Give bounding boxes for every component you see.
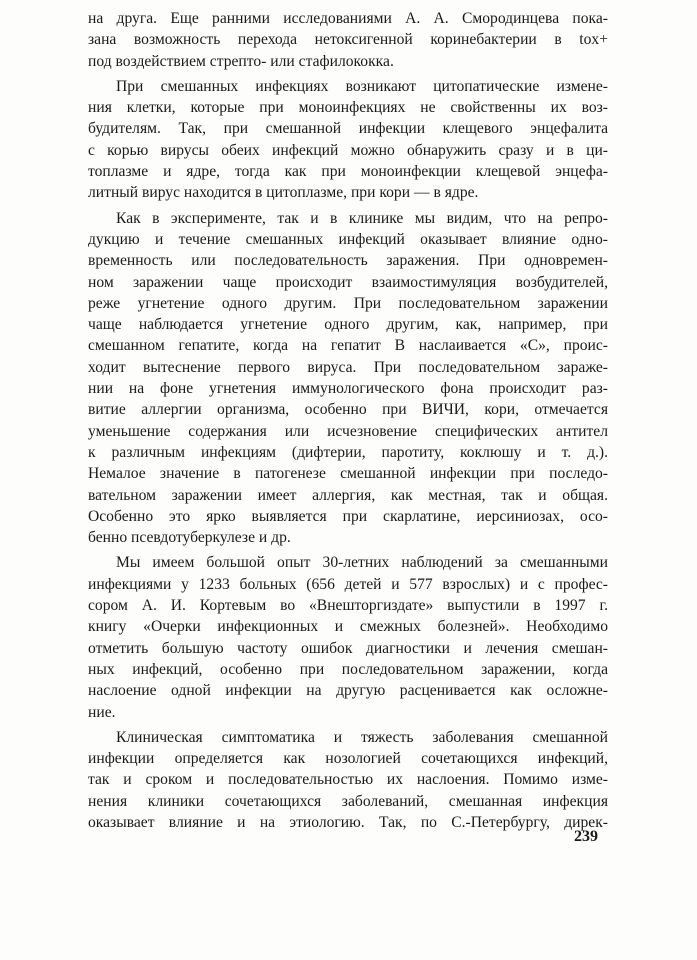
- text-line: Особенно это ярко выявляется при скарлатине, иерсиниозах, осо-: [88, 507, 608, 525]
- text-line: на друга. Еще ранними исследованиями А. А. Смородинцева пока-: [88, 10, 608, 27]
- text-line: чаще наблюдается угнетение одного другим, как, например, при: [88, 316, 608, 334]
- text-line: ходит вытеснение первого вируса. При последовательном зараже-: [88, 358, 608, 376]
- text-line: Мы имеем большой опыт 30-летних наблюдений за смешанными: [116, 554, 608, 572]
- text-line: витие аллергии организма, особенно при ВИЧИ, кори, отмечается: [88, 401, 608, 419]
- text-line: временность или последовательность заражения. При одновремен-: [88, 252, 608, 270]
- text-line: наслоение одной инфекции на другую расценивается как осложне-: [88, 682, 608, 700]
- text-line: уменьшение содержания или исчезновение специфических антител: [88, 422, 608, 440]
- text-line: Немалое значение в патогенезе смешанной инфекции при последо-: [88, 465, 608, 483]
- text-line: ния клетки, которые при моноинфекциях не свойственны их воз-: [88, 99, 608, 117]
- text-line: нения клиники сочетающихся заболеваний, смешанная инфекция: [88, 792, 608, 810]
- text-line: зана возможность перехода нетоксигенной коринебактерии в tox+: [88, 31, 608, 49]
- paragraph: [88, 76, 608, 204]
- text-line: инфекциями у 1233 больных (656 детей и 577 взрослых) и с профес-: [88, 575, 608, 593]
- text-line: литный вирус находится в цитоплазме, при кори — в ядре.: [88, 184, 479, 202]
- text-line: При смешанных инфекциях возникают цитопатические измене-: [116, 77, 608, 95]
- text-line: нии на фоне угнетения иммунологического фона происходит раз-: [88, 380, 608, 398]
- paragraph: [88, 552, 608, 722]
- page-text: [88, 8, 608, 837]
- text-line: реже угнетение одного другим. При последовательном заражении: [88, 294, 608, 312]
- text-line: бенно псевдотуберкулезе и др.: [88, 529, 291, 547]
- text-line: дукцию и течение смешанных инфекций оказывает влияние одно-: [88, 230, 608, 248]
- text-line: смешанном гепатите, когда на гепатит В наслаивается «С», проис-: [88, 337, 608, 355]
- text-line: ном заражении чаще происходит взаимостимуляция возбудителей,: [88, 273, 608, 291]
- text-line: оказывает влияние и на этиологию. Так, по С.-Петербургу, дирек-: [88, 813, 608, 831]
- text-line: вательном заражении имеет аллергия, как местная, так и общая.: [88, 486, 608, 504]
- text-line: книгу «Очерки инфекционных и смежных болезней». Необходимо: [88, 618, 608, 636]
- text-line: ных инфекций, особенно при последовательном заражении, когда: [88, 660, 608, 678]
- page-number: 239: [574, 828, 598, 845]
- text-line: к различным инфекциям (дифтерии, паротиту, коклюшу и т. д.).: [88, 443, 608, 461]
- text-line: сором А. И. Кортевым во «Внешторгиздате» выпустили в 1997 г.: [88, 597, 608, 615]
- text-line: будителям. Так, при смешанной инфекции клещевого энцефалита: [88, 120, 608, 138]
- text-line: так и сроком и последовательностью их наслоения. Помимо изме-: [88, 771, 608, 789]
- text-line: инфекции определяется как нозологией сочетающихся инфекций,: [88, 750, 608, 768]
- text-line: под воздействием стрепто- или стафилококка.: [88, 52, 394, 70]
- paragraph: [88, 8, 608, 72]
- text-line: топлазме и ядре, тогда как при моноинфекции клещевой энцефа-: [88, 163, 608, 181]
- paragraph: [88, 208, 608, 549]
- text-line: отметить большую частоту ошибок диагностики и лечения смешан-: [88, 639, 608, 657]
- paragraph: [88, 727, 608, 833]
- text-line: Клиническая симптоматика и тяжесть заболевания смешанной: [116, 728, 608, 746]
- text-line: ние.: [88, 703, 116, 721]
- text-line: с корью вирусы обеих инфекций можно обнаружить сразу и в ци-: [88, 141, 608, 159]
- text-line: Как в эксперименте, так и в клинике мы видим, что на репро-: [116, 209, 608, 227]
